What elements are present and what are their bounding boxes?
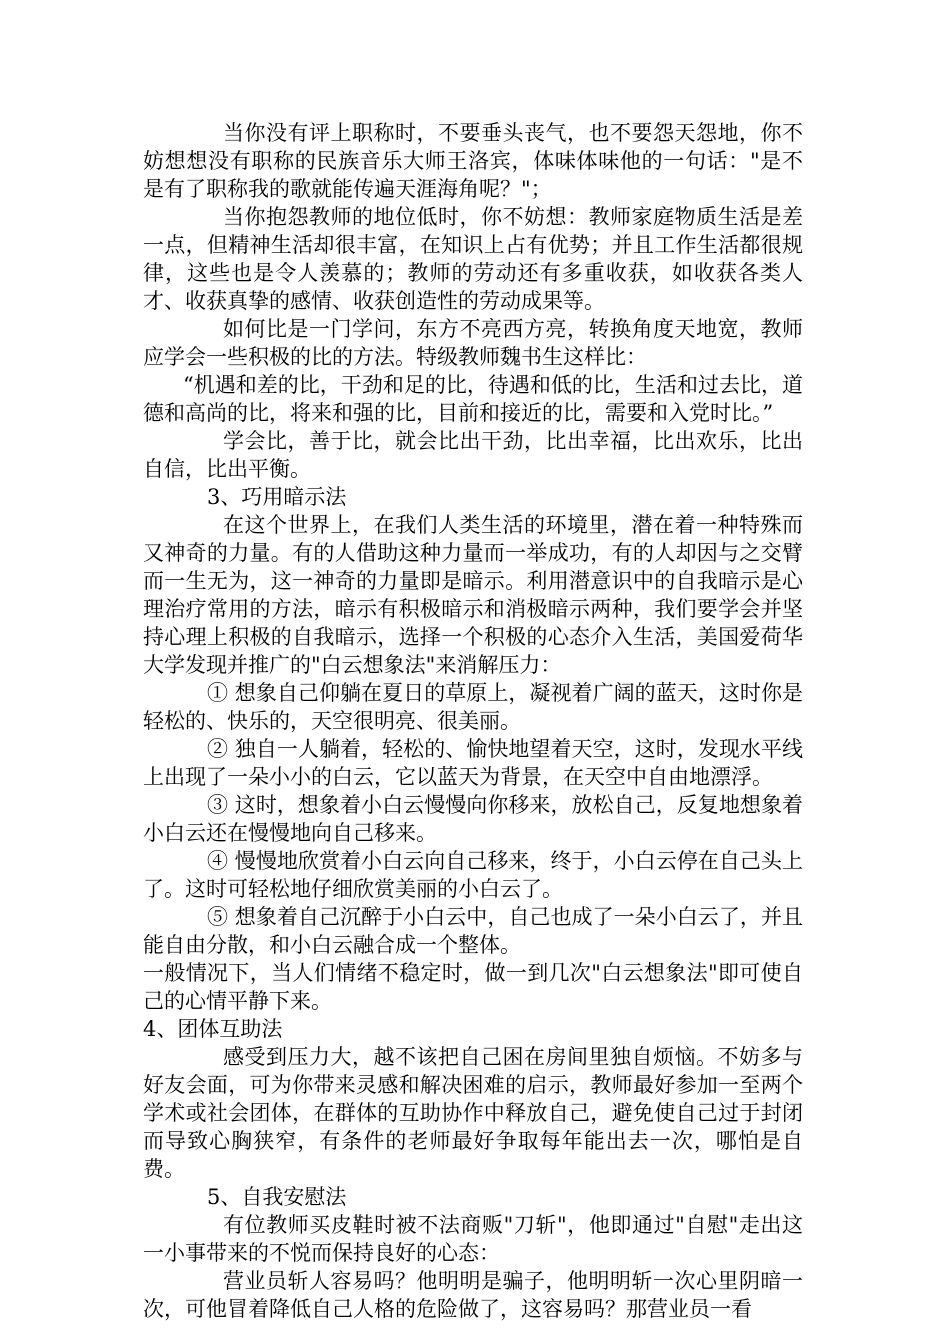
section-heading-group-help: 4、团体互助法 (143, 1017, 283, 1041)
list-item-step-5: ⑤ 想象着自己沉醉于小白云中，自己也成了一朵小白云了，并且能自由分散，和小白云融合成一个整体。 (143, 905, 803, 957)
list-item-step-1: ① 想象自己仰躺在夏日的草原上，凝视着广阔的蓝天，这时你是轻松的、快乐的，天空很明亮、很美丽。 (143, 681, 803, 733)
paragraph-teacher-status: 当你抱怨教师的地位低时，你不妨想：教师家庭物质生活是差一点，但精神生活却很丰富，在知识上占有优势；并且工作生活都很规律，这些也是令人羡慕的；教师的劳动还有多重收获，如收获各类人才、收获真挚的感情、收获创造性的劳动成果等。 (143, 205, 803, 313)
list-item-step-2: ② 独自一人躺着，轻松的、愉快地望着天空，这时，发现水平线上出现了一朵小小的白云，它以蓝天为背景，在天空中自由地漂浮。 (143, 737, 803, 789)
paragraph-salesperson: 营业员斩人容易吗？他明明是骗子，他明明斩一次心里阴暗一次，可他冒着降低自己人格的危险做了，这容易吗？那营业员一看 (143, 1269, 803, 1321)
list-item-step-3: ③ 这时，想象着小白云慢慢向你移来，放松自己，反复地想象着小白云还在慢慢地向自己移来。 (143, 793, 803, 845)
section-heading-suggestion: 3、巧用暗示法 (207, 485, 347, 509)
document-page (143, 119, 803, 1323)
quote-wei-shusheng: “机遇和差的比，干劲和足的比，待遇和低的比，生活和过去比，道德和高尚的比，将来和强的比，目前和接近的比，需要和入党时比。” (143, 373, 803, 425)
paragraph-group-help: 感受到压力大，越不该把自己困在房间里独自烦恼。不妨多与好友会面，可为你带来灵感和解决困难的启示，教师最好参加一至两个学术或社会团体，在群体的互助协作中释放自己，避免使自己过于封闭而导致心胸狭窄，有条件的老师最好争取每年能出去一次，哪怕是自费。 (143, 1045, 803, 1181)
paragraph-learn-to-compare: 学会比，善于比，就会比出干劲，比出幸福，比出欢乐，比出自信，比出平衡。 (143, 429, 803, 481)
paragraph-self-comfort-intro: 有位教师买皮鞋时被不法商贩"刀斩"，他即通过"自慰"走出这一小事带来的不悦而保持良好的心态： (143, 1213, 803, 1265)
paragraph-how-to-compare: 如何比是一门学问，东方不亮西方亮，转换角度天地宽，教师应学会一些积极的比的方法。特级教师魏书生这样比： (143, 317, 803, 369)
section-heading-self-comfort: 5、自我安慰法 (207, 1185, 347, 1209)
paragraph-suggestion-intro: 在这个世界上，在我们人类生活的环境里，潜在着一种特殊而又神奇的力量。有的人借助这种力量而一举成功，有的人却因与之交臂而一生无为，这一神奇的力量即是暗示。利用潜意识中的自我暗示是心理治疗常用的方法，暗示有积极暗示和消极暗示两种，我们要学会并坚持心理上积极的自我暗示，选择一个积极的心态介入生活，美国爱荷华大学发现并推广的"白云想象法"来消解压力： (143, 513, 803, 677)
paragraph-white-cloud-summary: 一般情况下，当人们情绪不稳定时，做一到几次"白云想象法"即可使自己的心情平静下来。 (143, 961, 803, 1013)
list-item-step-4: ④ 慢慢地欣赏着小白云向自己移来，终于，小白云停在自己头上了。这时可轻松地仔细欣赏美丽的小白云了。 (143, 849, 803, 901)
paragraph-professional-title: 当你没有评上职称时，不要垂头丧气，也不要怨天怨地，你不妨想想没有职称的民族音乐大师王洛宾，体味体味他的一句话："是不是有了职称我的歌就能传遍天涯海角呢？"； (143, 121, 803, 201)
